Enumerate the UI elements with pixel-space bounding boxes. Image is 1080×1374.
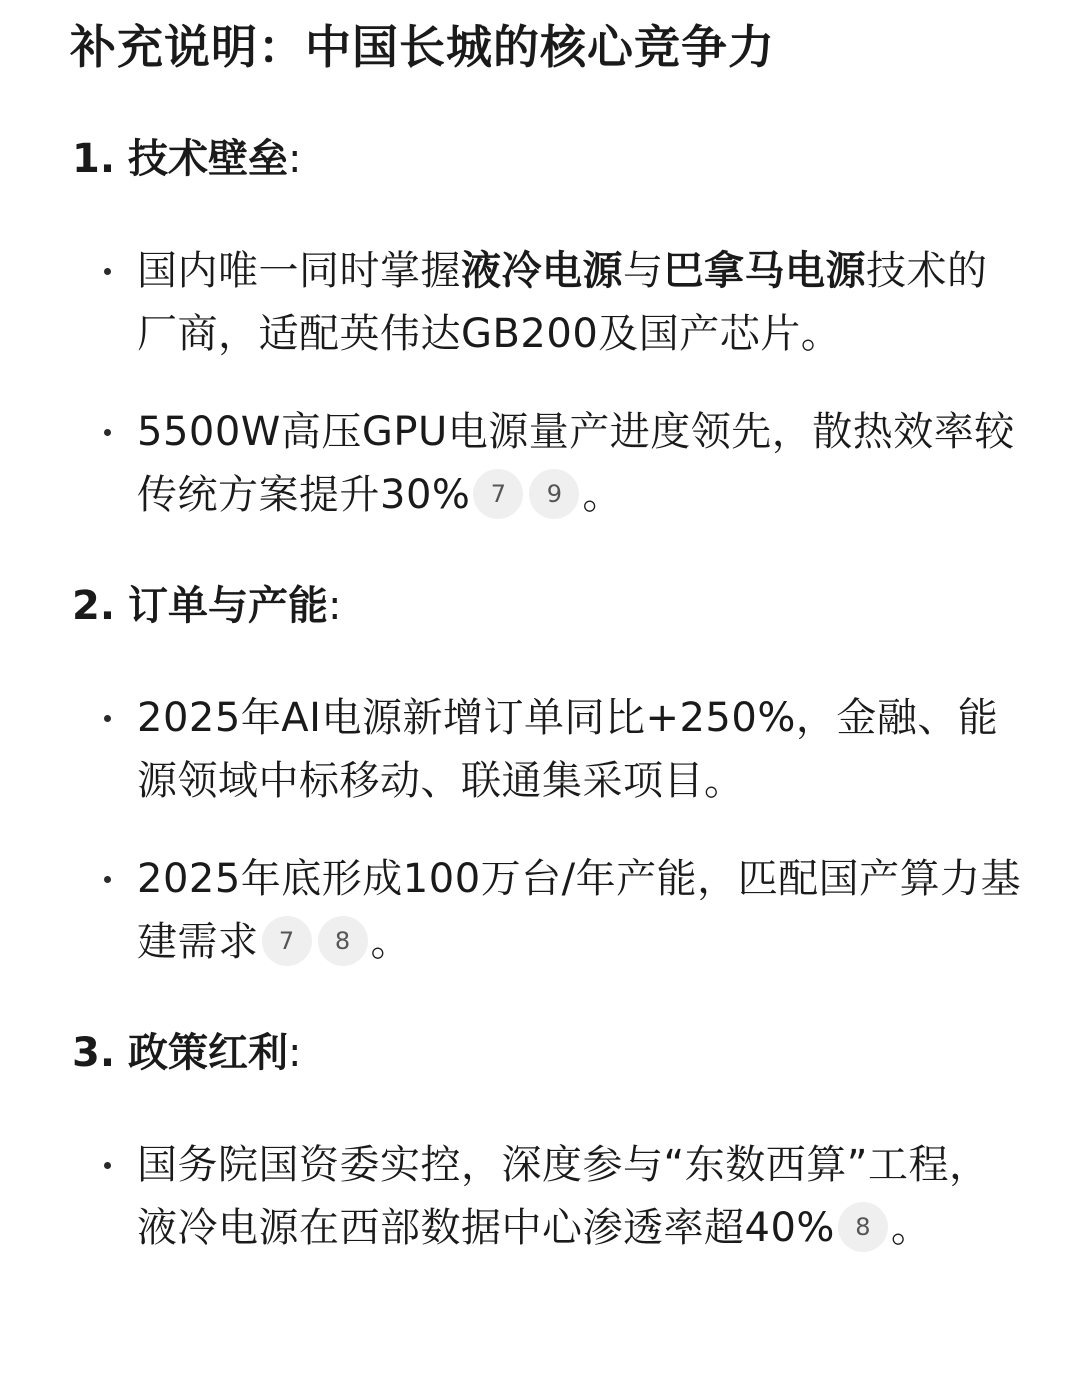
list-item-text: 2025年AI电源新增订单同比+250%，金融、能源领域中标移动、联通集采项目。 [137, 695, 999, 804]
section-number: 3. [72, 1030, 116, 1076]
citation-badge[interactable]: 7 [473, 469, 523, 519]
citation-badge[interactable]: 7 [262, 916, 312, 966]
list-item [104, 401, 1024, 527]
bullet-dot [104, 429, 111, 436]
list-item [104, 687, 1024, 813]
citation-badge[interactable]: 8 [838, 1202, 888, 1252]
emphasis-liquid-cooling: 液冷电源 [461, 248, 623, 294]
list-item-text: 2025年底形成100万台/年产能，匹配国产算力基建需求 7 8 。 [137, 856, 1022, 965]
list-item [104, 1134, 1024, 1260]
list-item [104, 848, 1024, 974]
emphasis-panama-power: 巴拿马电源 [663, 248, 866, 294]
list-item-text: 5500W高压GPU电源量产进度领先，散热效率较传统方案提升30% 7 9 。 [137, 409, 1015, 518]
section-heading-2: 2. 订单与产能: [72, 583, 342, 629]
section-heading-3: 3. 政策红利: [72, 1030, 302, 1076]
bullet-dot [104, 1162, 111, 1169]
citation-badge[interactable]: 9 [529, 469, 579, 519]
bullet-dot [104, 715, 111, 722]
citation-badge[interactable]: 8 [318, 916, 368, 966]
list-item-text: 国务院国资委实控，深度参与“东数西算”工程，液冷电源在西部数据中心渗透率超40% 8 。 [137, 1142, 990, 1251]
section-number: 1. [72, 136, 116, 182]
list-item [104, 240, 1024, 366]
list-item-text: 国内唯一同时掌握液冷电源与巴拿马电源技术的厂商，适配英伟达GB200及国产芯片。 [137, 248, 988, 357]
section-heading-1: 1. 技术壁垒: [72, 136, 302, 182]
page-title: 补充说明：中国长城的核心竞争力 [70, 20, 775, 74]
section-label: 订单与产能 [128, 583, 328, 629]
section-label: 政策红利 [128, 1030, 288, 1076]
section-number: 2. [72, 583, 116, 629]
section-label: 技术壁垒 [128, 136, 288, 182]
bullet-dot [104, 876, 111, 883]
bullet-dot [104, 268, 111, 275]
